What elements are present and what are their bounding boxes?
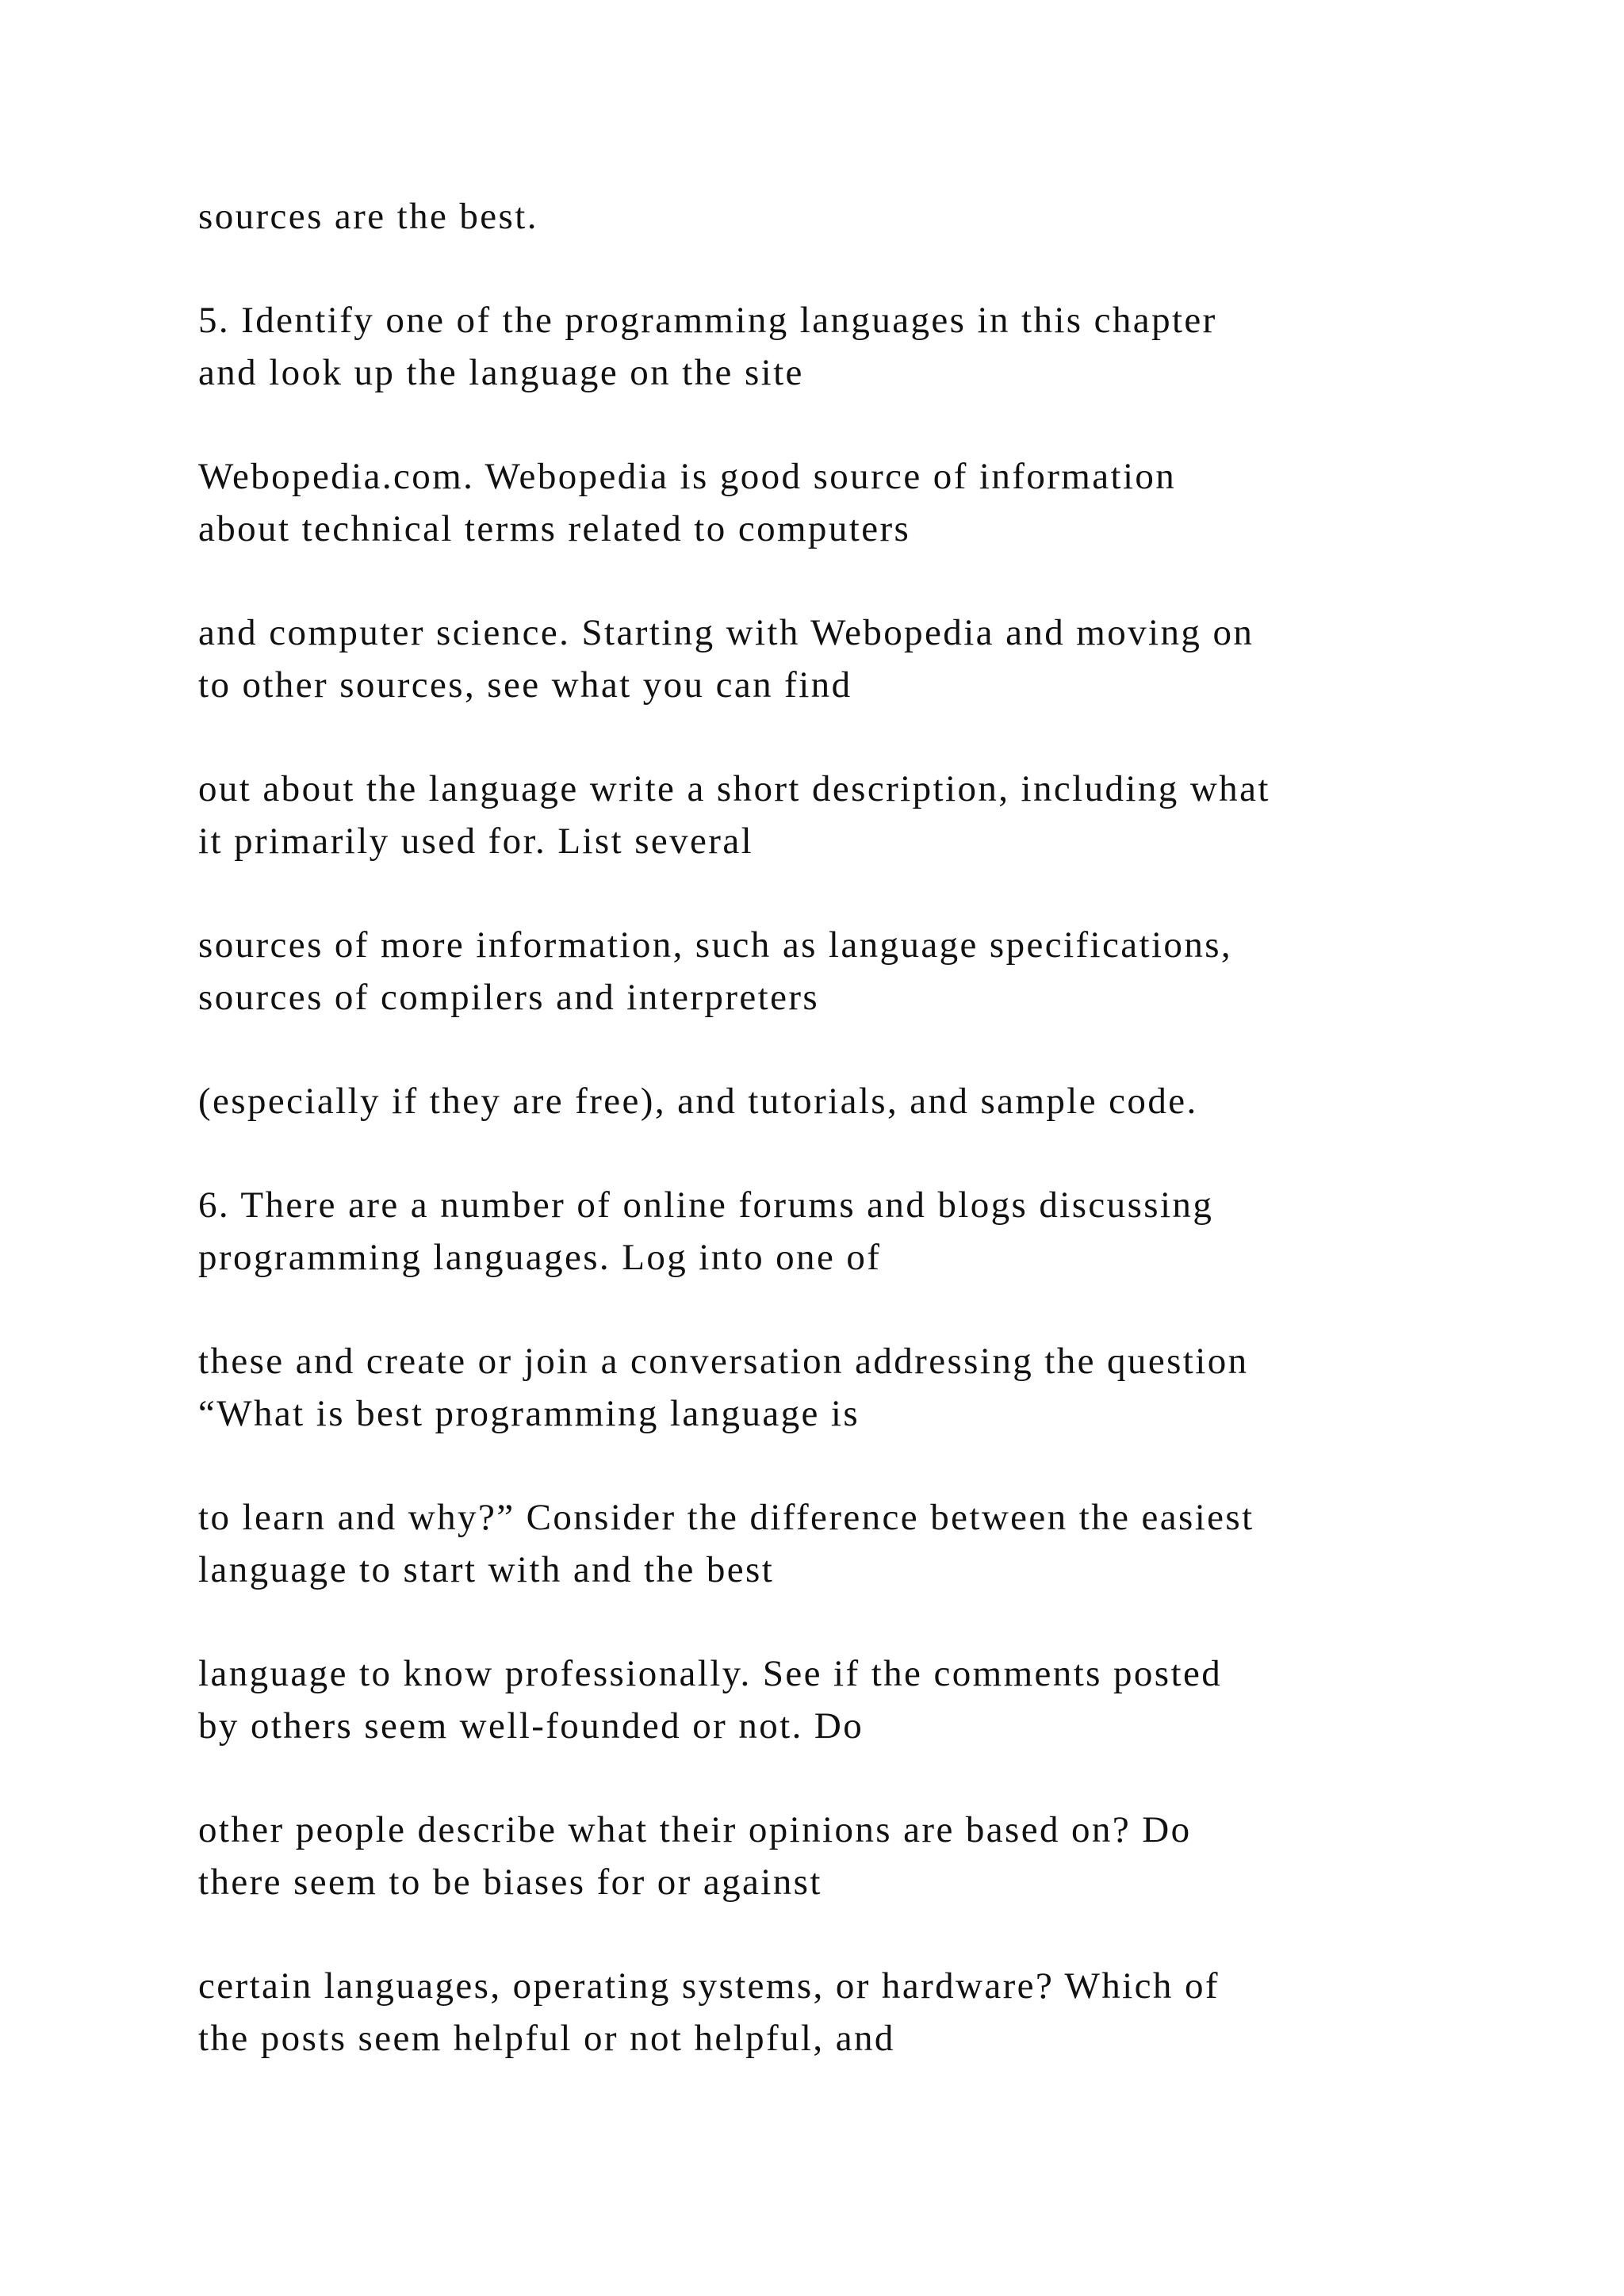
text-line: to learn and why?” Consider the difference between the easiest [198,1497,1254,1538]
paragraph [198,190,1507,243]
paragraph [198,1335,1507,1440]
paragraph [198,763,1507,867]
text-line: there seem to be biases for or against [198,1862,822,1903]
paragraph [198,1491,1507,1596]
text-line: other people describe what their opinions are based on? Do [198,1809,1192,1850]
text-line: sources of compilers and interpreters [198,977,820,1018]
text-line: to other sources, see what you can find [198,664,852,706]
text-line: and look up the language on the site [198,352,804,393]
text-line: certain languages, operating systems, or hardware? Which of [198,1965,1220,2007]
text-line: 6. There are a number of online forums and blogs discussing [198,1184,1214,1226]
text-line: out about the language write a short description, including what [198,768,1270,809]
text-line: the posts seem helpful or not helpful, and [198,2018,895,2059]
paragraph [198,1960,1507,2064]
text-line: Webopedia.com. Webopedia is good source of information [198,456,1177,497]
text-line: sources of more information, such as language specifications, [198,924,1233,966]
text-line: and computer science. Starting with Webopedia and moving on [198,612,1254,653]
text-line: language to start with and the best [198,1549,775,1590]
document-body [198,190,1507,2116]
text-line: language to know professionally. See if the comments posted [198,1653,1223,1694]
paragraph [198,1075,1507,1127]
text-line: these and create or join a conversation addressing the question [198,1341,1249,1382]
text-line: by others seem well-founded or not. Do [198,1705,864,1747]
text-line: programming languages. Log into one of [198,1237,882,1278]
text-line: it primarily used for. List several [198,821,754,862]
paragraph [198,294,1507,399]
paragraph [198,1804,1507,1908]
paragraph [198,607,1507,711]
text-line: sources are the best. [198,196,538,237]
paragraph [198,1647,1507,1752]
text-line: (especially if they are free), and tutorials, and sample code. [198,1081,1198,1122]
text-line: 5. Identify one of the programming languages in this chapter [198,300,1217,341]
paragraph [198,450,1507,555]
text-line: “What is best programming language is [198,1393,860,1434]
text-line: about technical terms related to computers [198,508,911,549]
paragraph [198,919,1507,1024]
paragraph [198,1179,1507,1284]
